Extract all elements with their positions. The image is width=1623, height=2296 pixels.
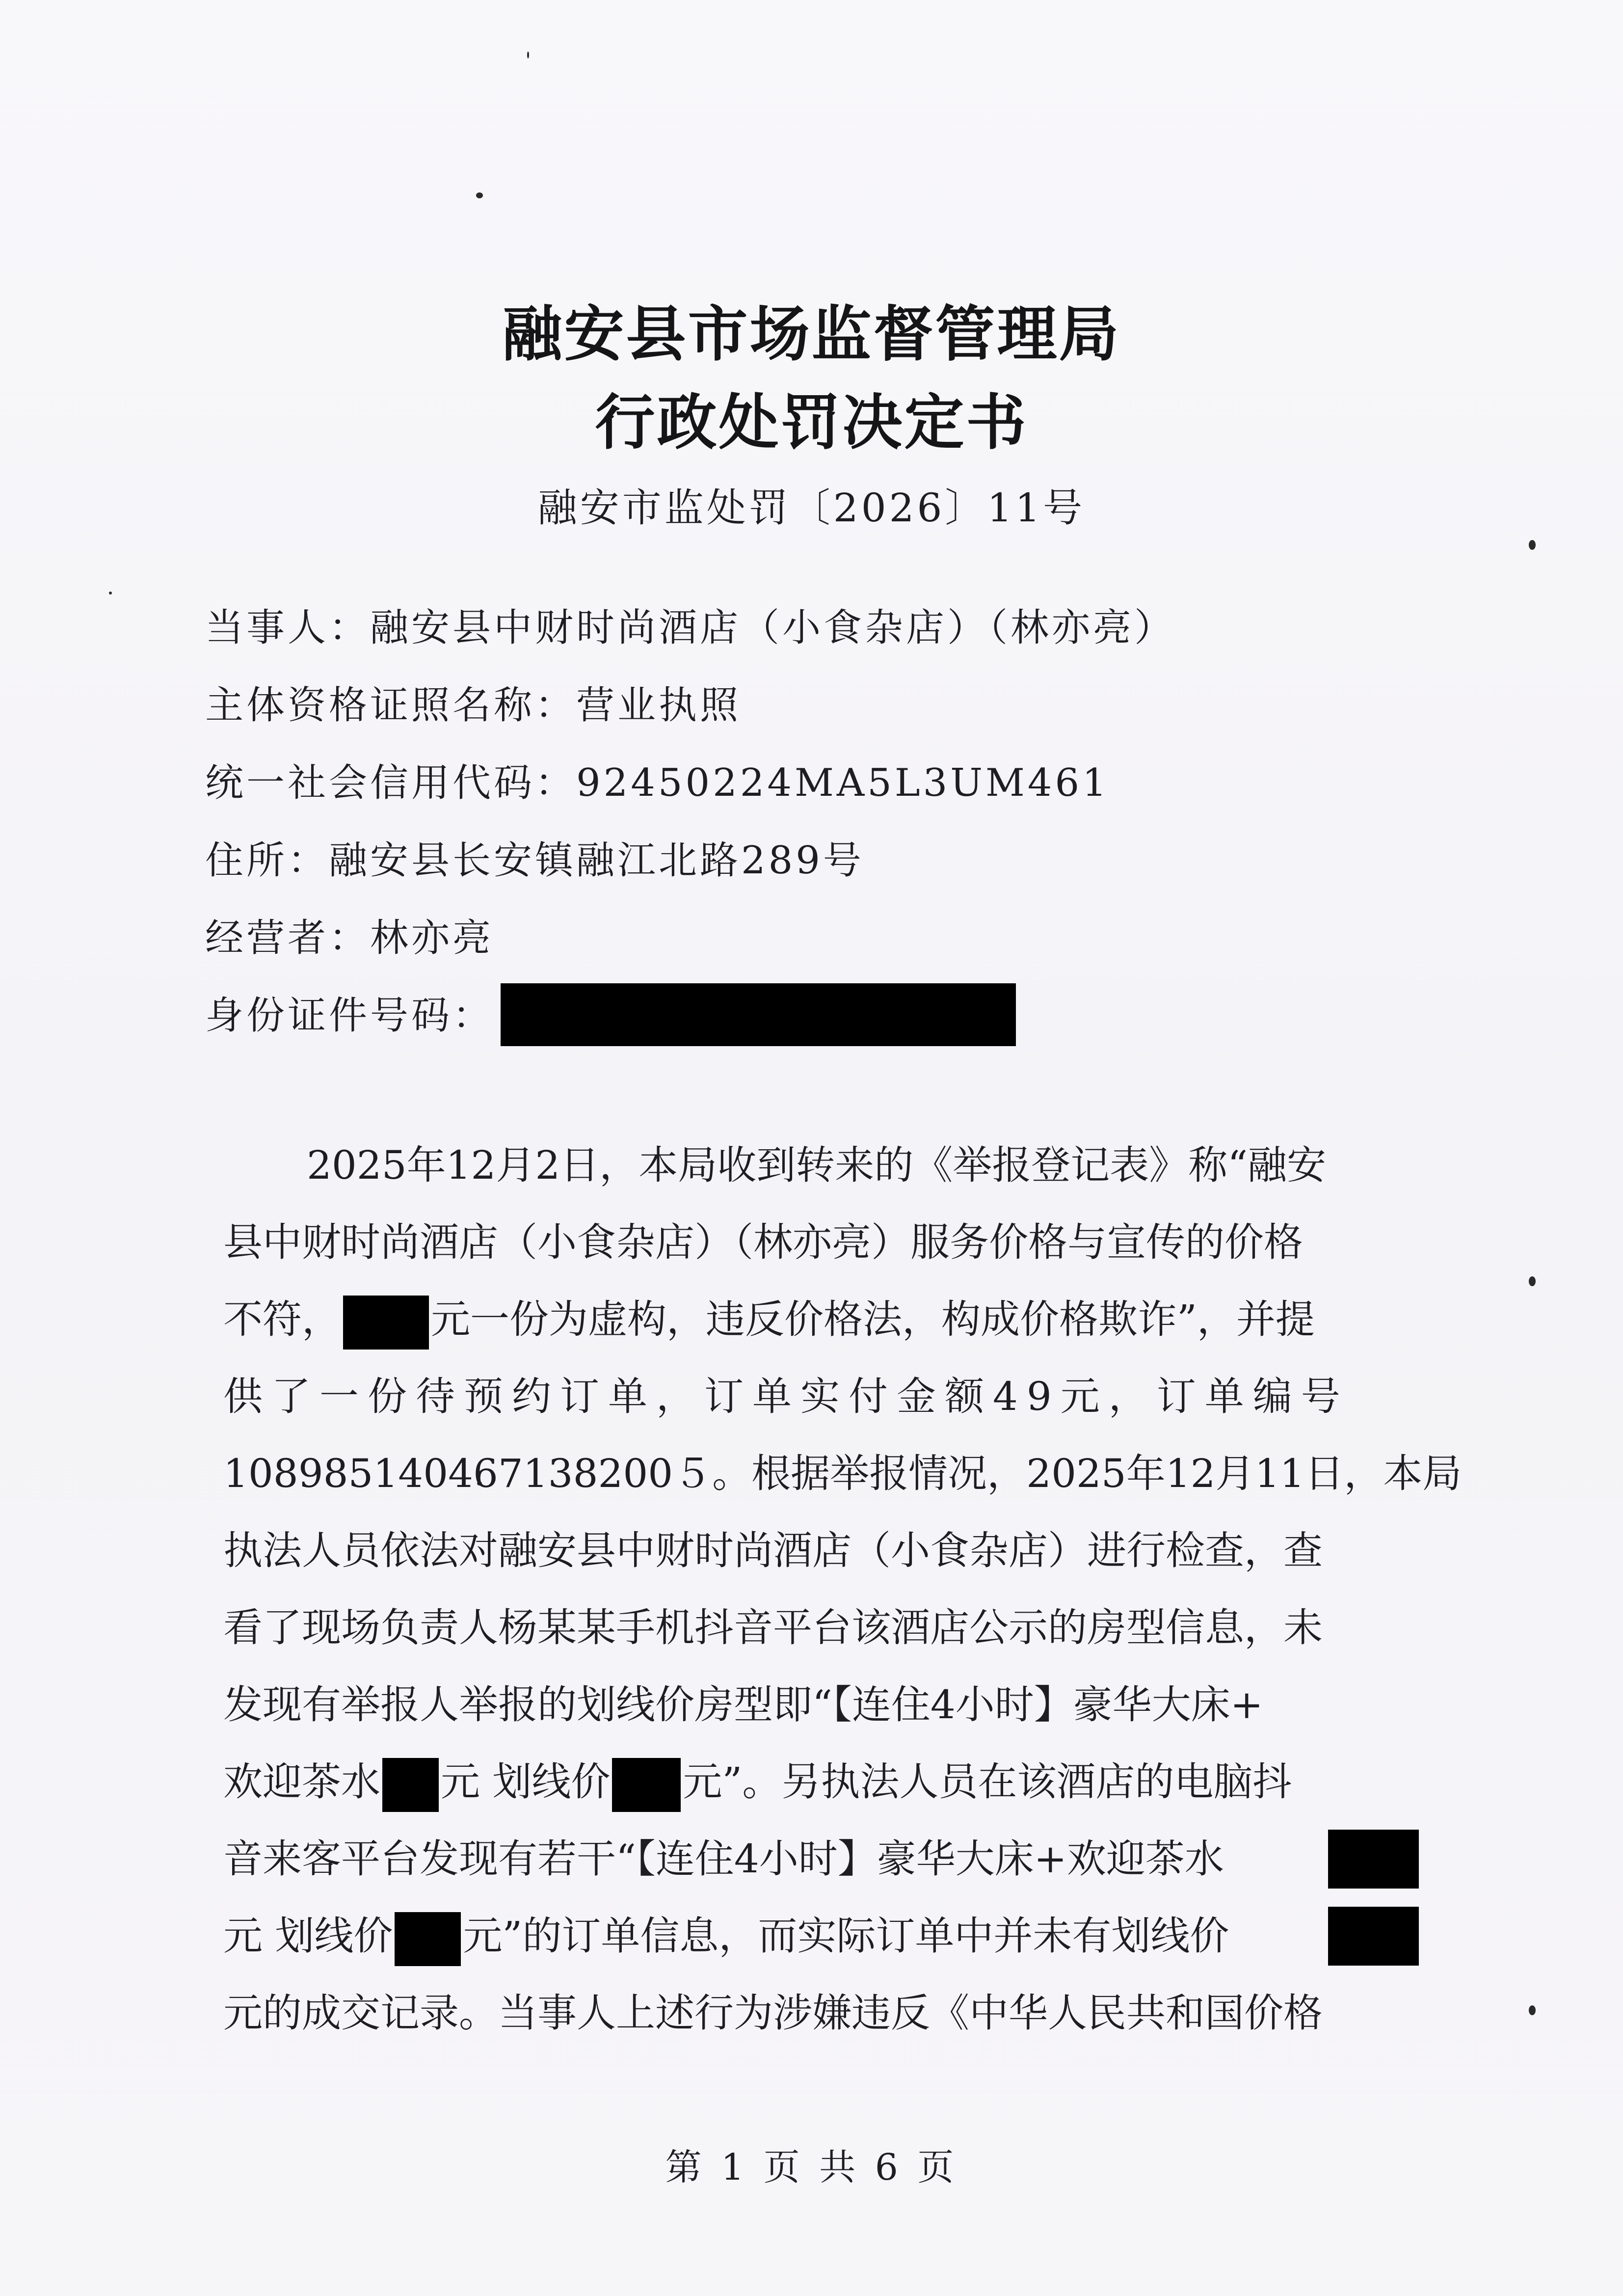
body-text-part: 元 划线价 (441, 1759, 611, 1805)
body-line (223, 1743, 1421, 1820)
body-text (223, 1281, 1315, 1358)
scan-speck (1529, 1276, 1536, 1286)
price-redaction (1328, 1830, 1419, 1889)
body-line (223, 1897, 1421, 1974)
body-line (223, 1974, 1421, 2052)
body-line (223, 1281, 1421, 1358)
id-number-redaction (501, 983, 1016, 1046)
address-line: 住所：融安县长安镇融江北路289号 (205, 838, 864, 883)
body-line (223, 1589, 1421, 1666)
body-text: 2025年12月2日，本局收到转来的《举报登记表》称“融安 (307, 1142, 1327, 1188)
id-number-label: 身份证件号码： (205, 994, 494, 1038)
agency-title: 融安县市场监督管理局 (502, 298, 1121, 369)
scan-speck (476, 192, 483, 198)
body-text (223, 1897, 1229, 1974)
party-name-line: 当事人：融安县中财时尚酒店（小食杂店）（林亦亮） (205, 606, 1176, 650)
body-text (223, 1743, 1292, 1820)
decision-body (223, 1127, 1462, 2052)
body-line (223, 1358, 1421, 1435)
body-text: 108985140467138200５。根据举报情况，2025年12月11日，本局 (223, 1451, 1462, 1496)
price-redaction (382, 1758, 439, 1812)
body-text-part: 元一份为虚构，违反价格法，构成价格欺诈”，并提 (431, 1297, 1315, 1342)
body-text: 执法人员依法对融安县中财时尚酒店（小食杂店）进行检查，查 (223, 1528, 1323, 1573)
body-text: 县中财时尚酒店（小食杂店）（林亦亮）服务价格与宣传的价格 (223, 1219, 1303, 1265)
price-redaction (1328, 1907, 1419, 1966)
body-text-part: 不符， (223, 1297, 341, 1342)
price-redaction (395, 1912, 461, 1966)
body-text-part: 元”的订单信息，而实际订单中并未有划线价 (463, 1913, 1229, 1959)
operator-line: 经营者：林亦亮 (205, 916, 494, 960)
party-info (205, 589, 1432, 1054)
body-text-part: 元 划线价 (223, 1913, 393, 1959)
body-text-part: 元”。另执法人员在该酒店的电脑抖 (683, 1759, 1292, 1805)
body-line (223, 1512, 1421, 1589)
body-text: 供了一份待预约订单，订单实付金额49元，订单编号 (223, 1374, 1349, 1419)
body-text: 发现有举报人举报的划线价房型即“【连住4小时】豪华大床+ (223, 1682, 1263, 1728)
body-line (223, 1435, 1462, 1512)
document-number: 融安市监处罚〔2026〕11号 (537, 485, 1086, 531)
scan-speck (1529, 540, 1536, 550)
body-text: 看了现场负责人杨某某手机抖音平台该酒店公示的房型信息，未 (223, 1605, 1323, 1650)
body-text: 元的成交记录。当事人上述行为涉嫌违反《中华人民共和国价格 (223, 1990, 1323, 2036)
id-number-line (205, 977, 1432, 1054)
scan-speck (527, 52, 529, 58)
body-line (223, 1820, 1421, 1897)
body-line (223, 1666, 1421, 1743)
body-text: 音来客平台发现有若干“【连住4小时】豪华大床+欢迎茶水 (223, 1836, 1224, 1882)
page-number: 第 1 页 共 6 页 (665, 2146, 958, 2188)
price-redaction (343, 1296, 429, 1350)
license-line: 主体资格证照名称：营业执照 (205, 683, 742, 728)
credit-code-line: 统一社会信用代码：92450224MA5L3UM461 (205, 761, 1110, 805)
document-title: 行政处罚决定书 (595, 387, 1028, 458)
body-text-part: 欢迎茶水 (223, 1759, 380, 1805)
scan-speck (1529, 2005, 1536, 2015)
price-redaction (612, 1758, 681, 1812)
scan-speck (109, 592, 112, 594)
body-line (223, 1127, 1421, 1204)
body-line (223, 1204, 1421, 1281)
